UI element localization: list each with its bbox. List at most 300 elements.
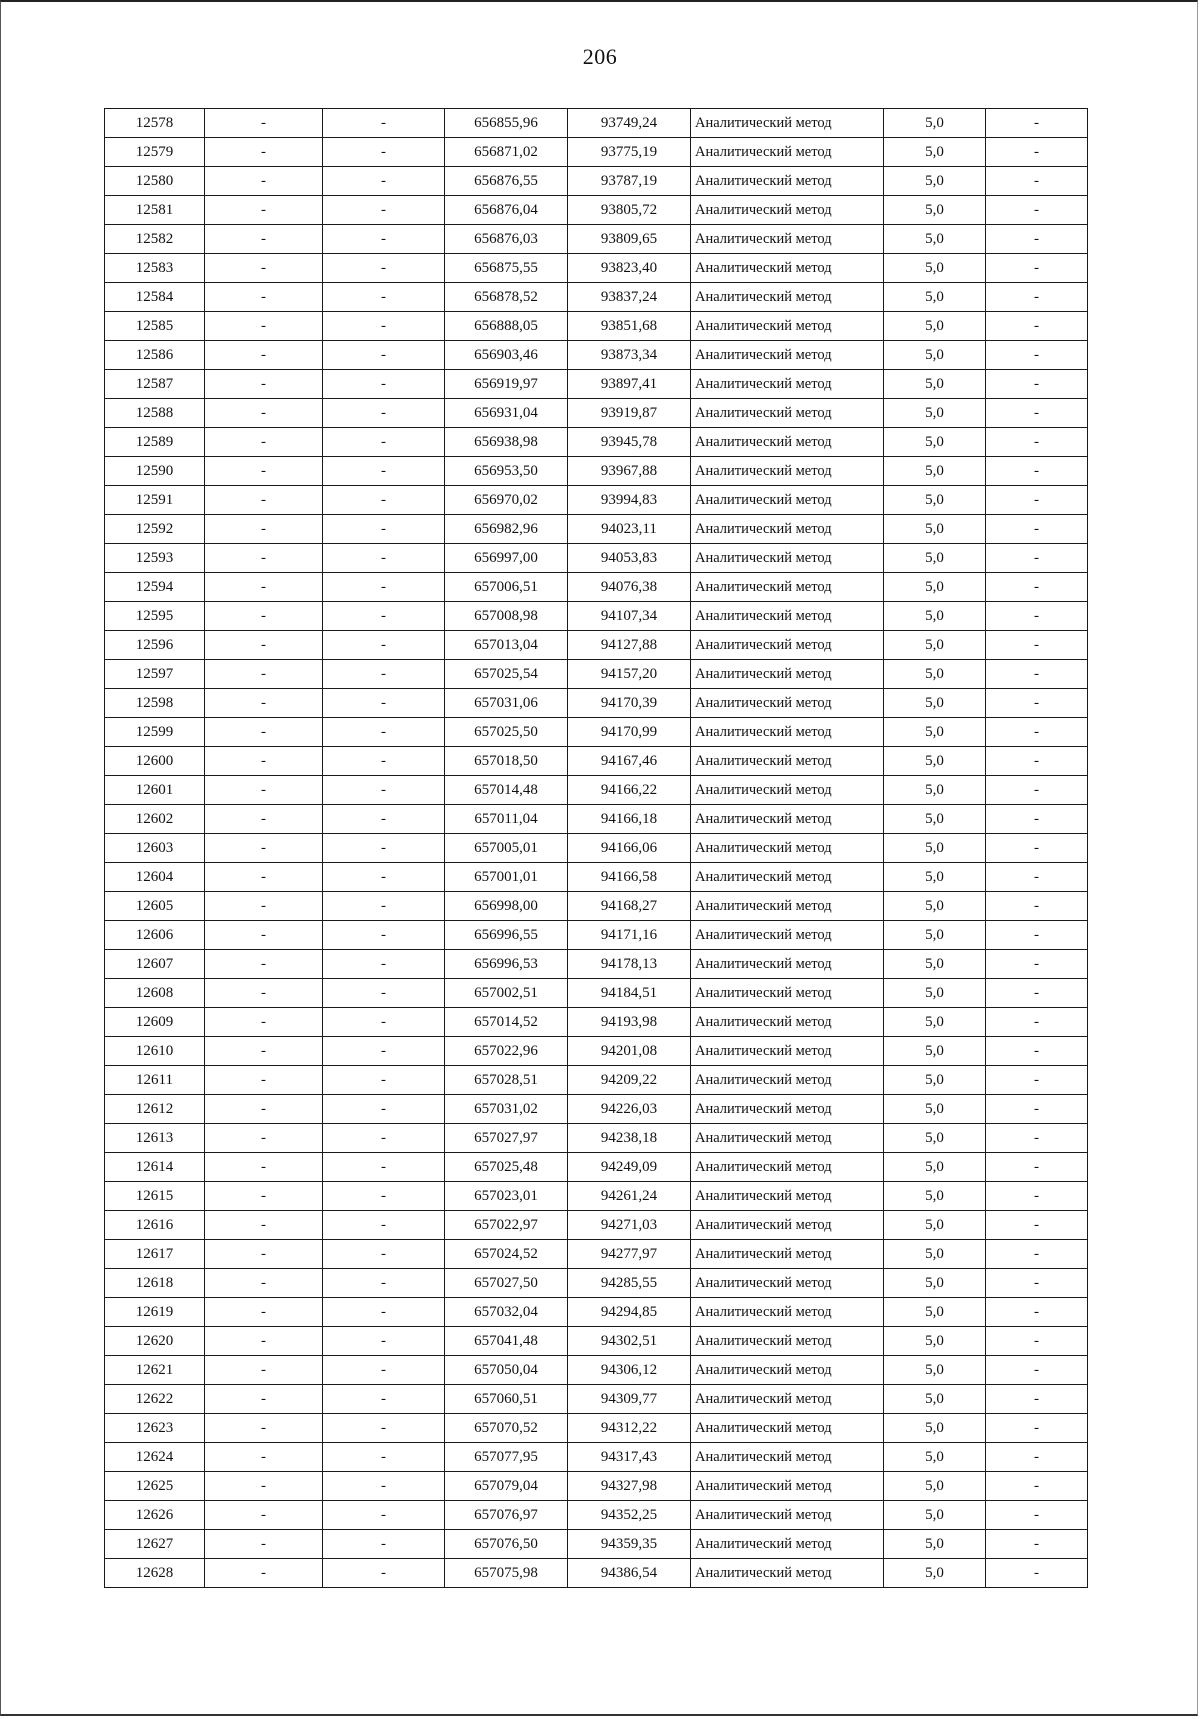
y-coordinate-cell: 93967,88 [568,457,691,486]
accuracy-cell: 5,0 [884,573,986,602]
col3-cell: - [323,1182,445,1211]
col3-cell: - [323,1327,445,1356]
y-coordinate-cell: 93787,19 [568,167,691,196]
x-coordinate-cell: 657028,51 [445,1066,568,1095]
table-row [105,428,1088,457]
col2-cell: - [205,225,323,254]
col3-cell: - [323,1559,445,1588]
col3-cell: - [323,283,445,312]
accuracy-cell: 5,0 [884,602,986,631]
point-number-cell: 12627 [105,1530,205,1559]
col2-cell: - [205,341,323,370]
col8-cell: - [986,196,1088,225]
table-row [105,747,1088,776]
table-row [105,1356,1088,1385]
x-coordinate-cell: 657014,52 [445,1008,568,1037]
col2-cell: - [205,1414,323,1443]
accuracy-cell: 5,0 [884,1182,986,1211]
col8-cell: - [986,1095,1088,1124]
accuracy-cell: 5,0 [884,486,986,515]
x-coordinate-cell: 656997,00 [445,544,568,573]
x-coordinate-cell: 656982,96 [445,515,568,544]
x-coordinate-cell: 657022,96 [445,1037,568,1066]
table-row [105,1182,1088,1211]
point-number-cell: 12597 [105,660,205,689]
x-coordinate-cell: 657076,97 [445,1501,568,1530]
col3-cell: - [323,196,445,225]
table-row [105,602,1088,631]
col2-cell: - [205,1269,323,1298]
col3-cell: - [323,1443,445,1472]
method-cell: Аналитический метод [691,979,884,1008]
col3-cell: - [323,515,445,544]
col8-cell: - [986,341,1088,370]
col3-cell: - [323,225,445,254]
accuracy-cell: 5,0 [884,1240,986,1269]
point-number-cell: 12583 [105,254,205,283]
point-number-cell: 12625 [105,1472,205,1501]
accuracy-cell: 5,0 [884,167,986,196]
y-coordinate-cell: 94023,11 [568,515,691,544]
col8-cell: - [986,1211,1088,1240]
method-cell: Аналитический метод [691,399,884,428]
x-coordinate-cell: 656996,53 [445,950,568,979]
point-number-cell: 12608 [105,979,205,1008]
col8-cell: - [986,109,1088,138]
col2-cell: - [205,631,323,660]
x-coordinate-cell: 657014,48 [445,776,568,805]
col2-cell: - [205,602,323,631]
table-row [105,1443,1088,1472]
y-coordinate-cell: 93823,40 [568,254,691,283]
method-cell: Аналитический метод [691,921,884,950]
accuracy-cell: 5,0 [884,1356,986,1385]
point-number-cell: 12587 [105,370,205,399]
point-number-cell: 12579 [105,138,205,167]
accuracy-cell: 5,0 [884,1414,986,1443]
y-coordinate-cell: 93837,24 [568,283,691,312]
accuracy-cell: 5,0 [884,283,986,312]
y-coordinate-cell: 94127,88 [568,631,691,660]
col8-cell: - [986,1559,1088,1588]
accuracy-cell: 5,0 [884,863,986,892]
accuracy-cell: 5,0 [884,979,986,1008]
method-cell: Аналитический метод [691,602,884,631]
table-row [105,1501,1088,1530]
accuracy-cell: 5,0 [884,370,986,399]
col3-cell: - [323,1037,445,1066]
col3-cell: - [323,254,445,283]
method-cell: Аналитический метод [691,1211,884,1240]
method-cell: Аналитический метод [691,1327,884,1356]
x-coordinate-cell: 657076,50 [445,1530,568,1559]
col2-cell: - [205,979,323,1008]
x-coordinate-cell: 657027,50 [445,1269,568,1298]
x-coordinate-cell: 657031,02 [445,1095,568,1124]
method-cell: Аналитический метод [691,718,884,747]
table-row [105,1240,1088,1269]
col2-cell: - [205,921,323,950]
point-number-cell: 12616 [105,1211,205,1240]
col8-cell: - [986,950,1088,979]
col8-cell: - [986,1443,1088,1472]
point-number-cell: 12584 [105,283,205,312]
point-number-cell: 12599 [105,718,205,747]
col2-cell: - [205,1124,323,1153]
col3-cell: - [323,747,445,776]
col3-cell: - [323,1530,445,1559]
col8-cell: - [986,1356,1088,1385]
col2-cell: - [205,863,323,892]
x-coordinate-cell: 656855,96 [445,109,568,138]
col3-cell: - [323,167,445,196]
table-row [105,457,1088,486]
col2-cell: - [205,1472,323,1501]
col8-cell: - [986,515,1088,544]
col8-cell: - [986,312,1088,341]
method-cell: Аналитический метод [691,1530,884,1559]
y-coordinate-cell: 94309,77 [568,1385,691,1414]
method-cell: Аналитический метод [691,834,884,863]
col2-cell: - [205,167,323,196]
accuracy-cell: 5,0 [884,718,986,747]
col2-cell: - [205,834,323,863]
col2-cell: - [205,1298,323,1327]
col3-cell: - [323,544,445,573]
x-coordinate-cell: 657022,97 [445,1211,568,1240]
y-coordinate-cell: 94352,25 [568,1501,691,1530]
x-coordinate-cell: 656919,97 [445,370,568,399]
col8-cell: - [986,138,1088,167]
accuracy-cell: 5,0 [884,1385,986,1414]
point-number-cell: 12609 [105,1008,205,1037]
col3-cell: - [323,950,445,979]
y-coordinate-cell: 94386,54 [568,1559,691,1588]
table-row [105,138,1088,167]
col2-cell: - [205,486,323,515]
col8-cell: - [986,718,1088,747]
method-cell: Аналитический метод [691,631,884,660]
table-row [105,341,1088,370]
col2-cell: - [205,1182,323,1211]
y-coordinate-cell: 94157,20 [568,660,691,689]
col3-cell: - [323,631,445,660]
y-coordinate-cell: 94312,22 [568,1414,691,1443]
y-coordinate-cell: 93919,87 [568,399,691,428]
accuracy-cell: 5,0 [884,1559,986,1588]
y-coordinate-cell: 94261,24 [568,1182,691,1211]
col8-cell: - [986,921,1088,950]
point-number-cell: 12578 [105,109,205,138]
col3-cell: - [323,1414,445,1443]
accuracy-cell: 5,0 [884,1269,986,1298]
point-number-cell: 12591 [105,486,205,515]
col8-cell: - [986,1008,1088,1037]
point-number-cell: 12617 [105,1240,205,1269]
table-row [105,283,1088,312]
table-row [105,631,1088,660]
table-row [105,950,1088,979]
col3-cell: - [323,486,445,515]
accuracy-cell: 5,0 [884,196,986,225]
y-coordinate-cell: 94053,83 [568,544,691,573]
col8-cell: - [986,167,1088,196]
y-coordinate-cell: 94271,03 [568,1211,691,1240]
point-number-cell: 12594 [105,573,205,602]
col3-cell: - [323,457,445,486]
accuracy-cell: 5,0 [884,660,986,689]
x-coordinate-cell: 657060,51 [445,1385,568,1414]
col2-cell: - [205,196,323,225]
coordinates-table [104,108,1088,1588]
point-number-cell: 12601 [105,776,205,805]
y-coordinate-cell: 93897,41 [568,370,691,399]
col2-cell: - [205,370,323,399]
accuracy-cell: 5,0 [884,254,986,283]
y-coordinate-cell: 94178,13 [568,950,691,979]
method-cell: Аналитический метод [691,1240,884,1269]
y-coordinate-cell: 93994,83 [568,486,691,515]
method-cell: Аналитический метод [691,863,884,892]
col3-cell: - [323,573,445,602]
y-coordinate-cell: 94302,51 [568,1327,691,1356]
accuracy-cell: 5,0 [884,1037,986,1066]
x-coordinate-cell: 657001,01 [445,863,568,892]
col3-cell: - [323,399,445,428]
point-number-cell: 12606 [105,921,205,950]
method-cell: Аналитический метод [691,457,884,486]
method-cell: Аналитический метод [691,109,884,138]
method-cell: Аналитический метод [691,312,884,341]
accuracy-cell: 5,0 [884,1327,986,1356]
col8-cell: - [986,631,1088,660]
col2-cell: - [205,1530,323,1559]
table-row [105,892,1088,921]
x-coordinate-cell: 657031,06 [445,689,568,718]
col3-cell: - [323,428,445,457]
point-number-cell: 12610 [105,1037,205,1066]
table-row [105,1530,1088,1559]
x-coordinate-cell: 657025,54 [445,660,568,689]
table-row [105,1472,1088,1501]
col3-cell: - [323,718,445,747]
col2-cell: - [205,1356,323,1385]
y-coordinate-cell: 94170,99 [568,718,691,747]
table-row [105,370,1088,399]
point-number-cell: 12621 [105,1356,205,1385]
col8-cell: - [986,1385,1088,1414]
method-cell: Аналитический метод [691,1124,884,1153]
col3-cell: - [323,1240,445,1269]
method-cell: Аналитический метод [691,805,884,834]
point-number-cell: 12580 [105,167,205,196]
y-coordinate-cell: 94226,03 [568,1095,691,1124]
table-row [105,863,1088,892]
method-cell: Аналитический метод [691,660,884,689]
col3-cell: - [323,370,445,399]
point-number-cell: 12605 [105,892,205,921]
x-coordinate-cell: 656953,50 [445,457,568,486]
col2-cell: - [205,1037,323,1066]
x-coordinate-cell: 657025,48 [445,1153,568,1182]
y-coordinate-cell: 94238,18 [568,1124,691,1153]
x-coordinate-cell: 656875,55 [445,254,568,283]
accuracy-cell: 5,0 [884,805,986,834]
col3-cell: - [323,1472,445,1501]
accuracy-cell: 5,0 [884,1443,986,1472]
col8-cell: - [986,1472,1088,1501]
table-row [105,109,1088,138]
x-coordinate-cell: 657077,95 [445,1443,568,1472]
method-cell: Аналитический метод [691,892,884,921]
col3-cell: - [323,138,445,167]
y-coordinate-cell: 94166,18 [568,805,691,834]
accuracy-cell: 5,0 [884,515,986,544]
point-number-cell: 12614 [105,1153,205,1182]
col3-cell: - [323,689,445,718]
col8-cell: - [986,1124,1088,1153]
table-row [105,979,1088,1008]
method-cell: Аналитический метод [691,1298,884,1327]
x-coordinate-cell: 656996,55 [445,921,568,950]
accuracy-cell: 5,0 [884,1501,986,1530]
method-cell: Аналитический метод [691,776,884,805]
col2-cell: - [205,312,323,341]
method-cell: Аналитический метод [691,225,884,254]
col8-cell: - [986,283,1088,312]
point-number-cell: 12620 [105,1327,205,1356]
col2-cell: - [205,892,323,921]
x-coordinate-cell: 657032,04 [445,1298,568,1327]
x-coordinate-cell: 656876,03 [445,225,568,254]
y-coordinate-cell: 93749,24 [568,109,691,138]
x-coordinate-cell: 656876,55 [445,167,568,196]
point-number-cell: 12612 [105,1095,205,1124]
x-coordinate-cell: 656871,02 [445,138,568,167]
col2-cell: - [205,254,323,283]
accuracy-cell: 5,0 [884,428,986,457]
method-cell: Аналитический метод [691,1037,884,1066]
point-number-cell: 12592 [105,515,205,544]
col8-cell: - [986,602,1088,631]
col8-cell: - [986,660,1088,689]
col8-cell: - [986,1269,1088,1298]
col3-cell: - [323,341,445,370]
col2-cell: - [205,1327,323,1356]
y-coordinate-cell: 94359,35 [568,1530,691,1559]
col2-cell: - [205,1501,323,1530]
point-number-cell: 12595 [105,602,205,631]
x-coordinate-cell: 656876,04 [445,196,568,225]
col8-cell: - [986,1327,1088,1356]
col8-cell: - [986,1240,1088,1269]
accuracy-cell: 5,0 [884,1095,986,1124]
col8-cell: - [986,457,1088,486]
accuracy-cell: 5,0 [884,1008,986,1037]
col3-cell: - [323,834,445,863]
col3-cell: - [323,1095,445,1124]
col8-cell: - [986,428,1088,457]
y-coordinate-cell: 93809,65 [568,225,691,254]
col8-cell: - [986,979,1088,1008]
table-row [105,167,1088,196]
method-cell: Аналитический метод [691,950,884,979]
table-row [105,1414,1088,1443]
col8-cell: - [986,1530,1088,1559]
x-coordinate-cell: 657041,48 [445,1327,568,1356]
x-coordinate-cell: 657027,97 [445,1124,568,1153]
x-coordinate-cell: 657013,04 [445,631,568,660]
col2-cell: - [205,457,323,486]
table-row [105,1124,1088,1153]
method-cell: Аналитический метод [691,1443,884,1472]
method-cell: Аналитический метод [691,283,884,312]
col3-cell: - [323,1211,445,1240]
page-number: 206 [582,44,618,69]
method-cell: Аналитический метод [691,167,884,196]
col2-cell: - [205,573,323,602]
method-cell: Аналитический метод [691,573,884,602]
col2-cell: - [205,1066,323,1095]
y-coordinate-cell: 94168,27 [568,892,691,921]
accuracy-cell: 5,0 [884,950,986,979]
table-row [105,1385,1088,1414]
y-coordinate-cell: 94166,06 [568,834,691,863]
x-coordinate-cell: 656998,00 [445,892,568,921]
method-cell: Аналитический метод [691,1356,884,1385]
col2-cell: - [205,544,323,573]
table-row [105,225,1088,254]
point-number-cell: 12619 [105,1298,205,1327]
method-cell: Аналитический метод [691,689,884,718]
col8-cell: - [986,1066,1088,1095]
accuracy-cell: 5,0 [884,225,986,254]
col2-cell: - [205,283,323,312]
col8-cell: - [986,544,1088,573]
method-cell: Аналитический метод [691,1095,884,1124]
y-coordinate-cell: 94306,12 [568,1356,691,1385]
table-row [105,486,1088,515]
table-row [105,689,1088,718]
point-number-cell: 12626 [105,1501,205,1530]
point-number-cell: 12618 [105,1269,205,1298]
accuracy-cell: 5,0 [884,631,986,660]
y-coordinate-cell: 94107,34 [568,602,691,631]
y-coordinate-cell: 94209,22 [568,1066,691,1095]
y-coordinate-cell: 94170,39 [568,689,691,718]
x-coordinate-cell: 657018,50 [445,747,568,776]
x-coordinate-cell: 657006,51 [445,573,568,602]
table-row [105,718,1088,747]
table-row [105,399,1088,428]
col2-cell: - [205,776,323,805]
col8-cell: - [986,370,1088,399]
point-number-cell: 12581 [105,196,205,225]
y-coordinate-cell: 94076,38 [568,573,691,602]
col2-cell: - [205,1385,323,1414]
x-coordinate-cell: 657005,01 [445,834,568,863]
method-cell: Аналитический метод [691,515,884,544]
table-row [105,921,1088,950]
point-number-cell: 12586 [105,341,205,370]
table-row [105,1559,1088,1588]
col8-cell: - [986,1414,1088,1443]
table-body [105,109,1088,1588]
y-coordinate-cell: 93851,68 [568,312,691,341]
table-row [105,254,1088,283]
method-cell: Аналитический метод [691,747,884,776]
method-cell: Аналитический метод [691,1153,884,1182]
